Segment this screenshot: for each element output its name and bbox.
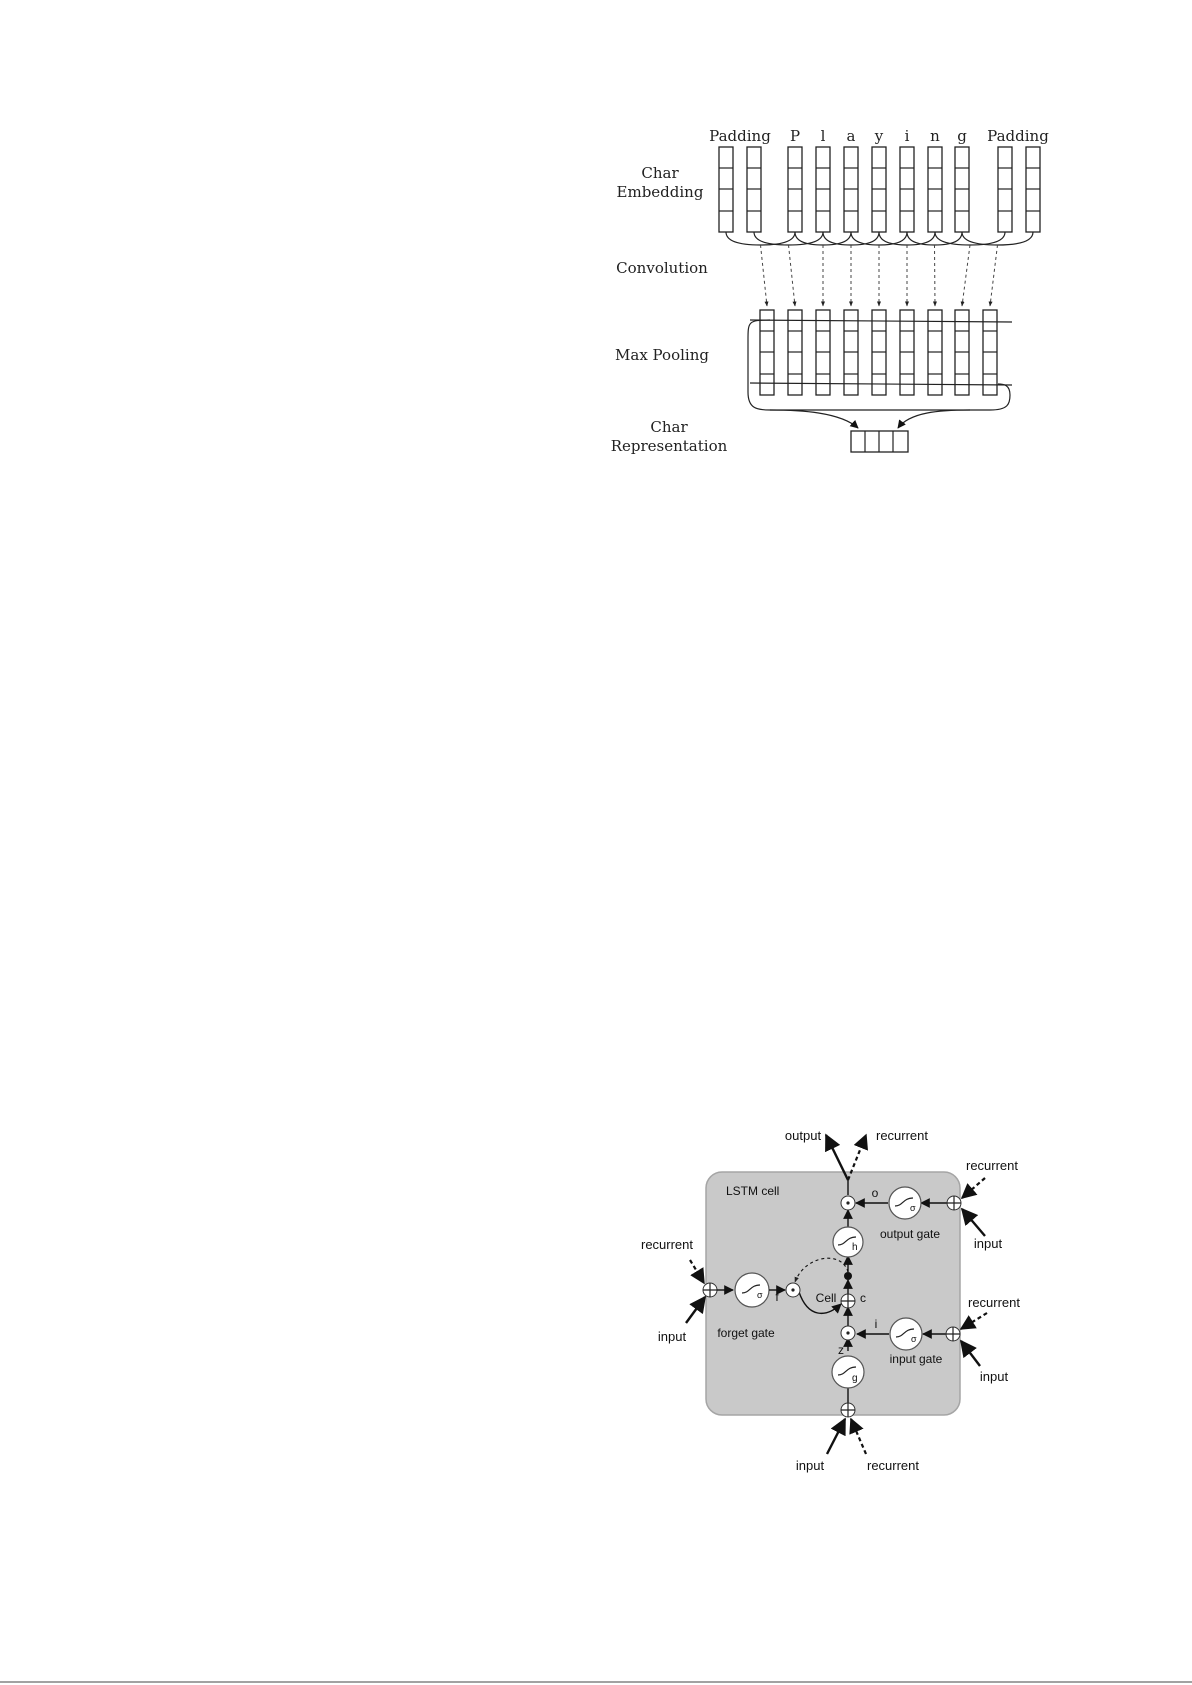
convolution-label: Convolution (616, 259, 708, 277)
feature-map-column (816, 310, 830, 395)
conv-connector (789, 245, 796, 306)
embedding-column (788, 147, 802, 232)
output-gate-label: output gate (879, 1227, 941, 1241)
input-gate-sigmoid (890, 1318, 922, 1350)
char-label-1: P (789, 127, 801, 145)
cell-label: Cell (815, 1291, 837, 1305)
conv-connector (935, 245, 936, 306)
i-label: i (874, 1317, 878, 1331)
embedding-column (719, 147, 733, 232)
embedding-column (1026, 147, 1040, 232)
max-pooling-label: Max Pooling (615, 346, 709, 364)
output-gate-input-label: input (973, 1236, 1003, 1251)
padding-right-label: Padding (987, 127, 1049, 145)
feature-map-column (928, 310, 942, 395)
embedding-column (900, 147, 914, 232)
pool-arrow-left (770, 410, 858, 428)
char-label-7: g (957, 127, 967, 145)
conv-connector (990, 245, 998, 306)
h-symbol: h (852, 1242, 858, 1253)
tanh-g-node (832, 1356, 864, 1388)
embedding-column (998, 147, 1012, 232)
feature-map-column (788, 310, 802, 395)
f-label: f (775, 1290, 779, 1304)
char-embedding-label-line1: Char (641, 164, 679, 182)
convolution-windows (726, 232, 1033, 245)
o-label: o (871, 1186, 879, 1200)
forget-input-label: input (657, 1329, 687, 1344)
char-label-4: y (874, 127, 884, 145)
feature-map-column (955, 310, 969, 395)
embedding-columns (719, 147, 1040, 232)
feature-map-columns (760, 310, 997, 395)
embedding-column (872, 147, 886, 232)
padding-left-label: Padding (709, 127, 771, 145)
lstm-cell-title: LSTM cell (726, 1184, 780, 1198)
feature-map-column (760, 310, 774, 395)
char-label-5: i (904, 127, 910, 145)
z-label: z (838, 1343, 844, 1357)
bottom-input-label: input (795, 1458, 825, 1473)
bottom-recurrent-label: recurrent (866, 1458, 920, 1473)
cell-state-dot (844, 1272, 852, 1280)
input-gate-recurrent-label: recurrent (967, 1295, 1021, 1310)
char-representation-label-line1: Char (650, 418, 688, 436)
c-label: c (860, 1291, 866, 1305)
char-cnn-diagram (611, 127, 1049, 455)
feature-map-column (844, 310, 858, 395)
forget-gate-symbol: σ (757, 1290, 763, 1300)
output-gate-symbol: σ (910, 1203, 916, 1213)
embedding-column (955, 147, 969, 232)
feature-map-column (872, 310, 886, 395)
char-representation-label-line2: Representation (610, 437, 728, 455)
embedding-column (928, 147, 942, 232)
char-label-6: n (930, 127, 940, 145)
embedding-column (844, 147, 858, 232)
embedding-column (816, 147, 830, 232)
conv-window-arc (754, 232, 823, 245)
conv-window-arc (726, 232, 795, 245)
output-label: output (784, 1128, 822, 1143)
recurrent-top-label: recurrent (875, 1128, 929, 1143)
feature-map-column (983, 310, 997, 395)
forget-recurrent-label: recurrent (640, 1237, 694, 1252)
tanh-h-node (833, 1227, 863, 1257)
char-label-2: l (820, 127, 826, 145)
feature-map-column (900, 310, 914, 395)
conv-window-arc (935, 232, 1005, 245)
output-gate-sigmoid (889, 1187, 921, 1219)
forget-gate-label: forget gate (717, 1326, 775, 1340)
convolution-connectors (761, 245, 998, 306)
conv-connector (761, 245, 768, 306)
forget-gate-sigmoid (735, 1273, 769, 1307)
pool-arrow-right (898, 410, 970, 428)
input-gate-symbol: σ (911, 1334, 917, 1344)
conv-connector (962, 245, 970, 306)
input-gate-input-label: input (979, 1369, 1009, 1384)
lstm-diagram (641, 1128, 1020, 1473)
char-embedding-label-line2: Embedding (616, 183, 704, 201)
conv-window-arc (962, 232, 1033, 245)
char-label-3: a (846, 127, 856, 145)
embedding-column (747, 147, 761, 232)
output-gate-recurrent-label: recurrent (965, 1158, 1019, 1173)
input-gate-label: input gate (889, 1352, 943, 1366)
char-representation-vector (851, 431, 908, 452)
g-symbol: g (852, 1373, 858, 1384)
